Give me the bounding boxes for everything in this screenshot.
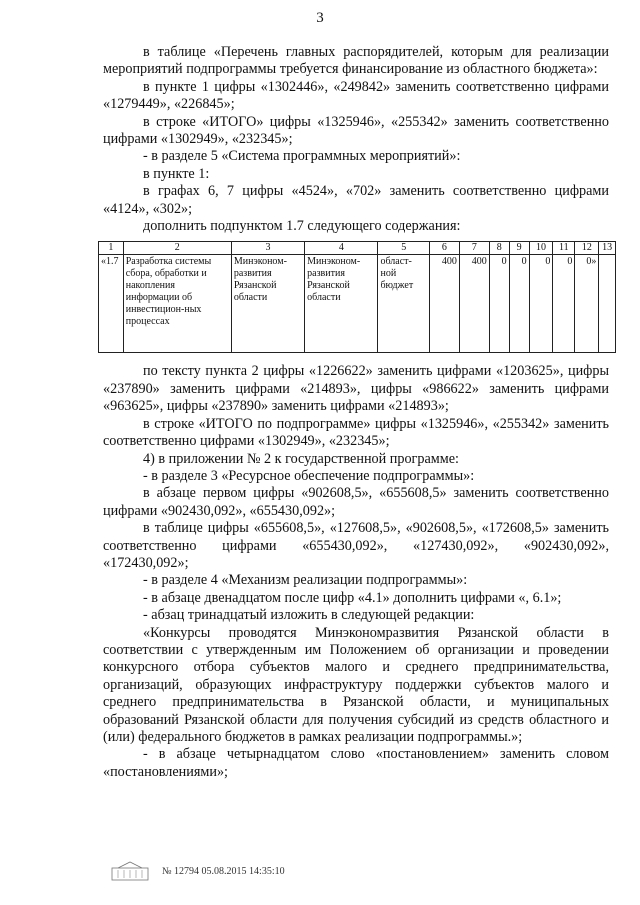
cell-text: Разработка системы сбора, обработки и накопления информации об инвестицион-ных процессах [125,256,212,328]
paragraph: - в абзаце четырнадцатом слово «постановлением» заменить словом «постановлениями»; [103,746,609,780]
cell-text: 0 [501,256,507,268]
subprogram-table [98,241,616,353]
cell-text: област-ной бюджет [380,256,414,292]
cell-text: «1.7 [101,256,119,268]
paragraphs-after-table [103,363,609,781]
table-cell [305,255,378,353]
paragraph: - в разделе 5 «Система программных мероприятий»: [143,148,461,165]
paragraph: в пункте 1 цифры «1302446», «249842» заменить соответственно цифрами «1279449», «226845»; [103,78,609,113]
table-cell [553,255,575,353]
cell-text: 0 [521,256,527,268]
cell-text: Минэконом-развития Рязанской области [307,256,361,304]
table-header-cell: 5 [378,242,429,255]
table-cell [123,255,231,353]
cell-text: Минэконом-развития Рязанской области [233,256,287,304]
table-cell [529,255,553,353]
building-stamp-icon [110,860,150,882]
paragraph: в таблице «Перечень главных распорядителей, которым для реализации мероприятий подпрограммы требуется финансирование из областного бюджета»: [103,44,609,78]
paragraph: дополнить подпунктом 1.7 следующего содержания: [143,218,461,235]
table-header-row [99,242,616,255]
paragraph: 4) в приложении № 2 к государственной программе: [143,450,459,467]
paragraph: в строке «ИТОГО по подпрограмме» цифры «1325946», «255342» заменить соответственно цифрами «1302949», «232345»; [103,415,609,450]
table-header-cell: 2 [123,242,231,255]
paragraphs-before-table [103,44,609,235]
table-cell [378,255,429,353]
paragraph: в графах 6, 7 цифры «4524», «702» заменить соответственно цифрами «4124», «302»; [103,183,609,217]
table-cell [599,255,616,353]
table-cell [489,255,509,353]
registration-stamp-text: № 12794 05.08.2015 14:35:10 [162,865,285,877]
table-header-cell: 8 [489,242,509,255]
table-row [99,255,616,353]
table-cell [509,255,529,353]
table-header-cell: 1 [99,242,124,255]
document-body [101,44,613,781]
table-cell [429,255,459,353]
table-header-cell: 9 [509,242,529,255]
table-header-cell: 11 [553,242,575,255]
registration-footer [110,860,285,882]
paragraph: в строке «ИТОГО» цифры «1325946», «255342» заменить соответственно цифрами «1302949», «232345»; [103,113,609,148]
table-header-cell: 10 [529,242,553,255]
table-header-cell: 6 [429,242,459,255]
paragraph: - в абзаце двенадцатом после цифр «4.1» дополнить цифрами «, 6.1»; [143,589,562,606]
cell-text: 0 [545,256,551,268]
table-header-cell: 12 [575,242,599,255]
table-header-cell: 7 [459,242,489,255]
cell-text: 400 [441,256,457,268]
page-number: 3 [316,10,324,26]
paragraph: - абзац тринадцатый изложить в следующей редакции: [143,607,475,624]
table-cell [99,255,124,353]
table-header-cell: 4 [305,242,378,255]
paragraph: по тексту пункта 2 цифры «1226622» заменить цифрами «1203625», цифры «237890» заменить цифрами «214893», цифры «986622» заменить цифрами «963625», цифры «237890» заменить цифрами «214893»; [103,363,609,415]
cell-text: 400 [471,256,487,268]
paragraph: «Конкурсы проводятся Минэкономразвития Рязанской области в соответствии с утвержденным им Положением об организации и проведении конкурсного отбора субъектов малого и среднего предпринимательства, организаций, образующих инфраструктуру поддержки субъектов малого и среднего предпринимательства в Рязанской области, и муниципальных образований Рязанской области для получения субсидий из средств областного и (или) федерального бюджетов в рамках реализации подпрограммы.»; [103,624,609,745]
table-header-cell: 13 [599,242,616,255]
table-cell [231,255,304,353]
table-header-cell: 3 [231,242,304,255]
paragraph: в абзаце первом цифры «902608,5», «655608,5» заменить соответственно цифрами «902430,092», «655430,092»; [103,485,609,519]
paragraph: в таблице цифры «655608,5», «127608,5», «902608,5», «172608,5» заменить соответственно цифрами «655430,092», «127430,092», «902430,092», «172430,092»; [103,520,609,571]
paragraph: в пункте 1: [143,165,210,182]
table-cell [575,255,599,353]
cell-text: 0» [586,256,597,268]
paragraph: - в разделе 3 «Ресурсное обеспечение подпрограммы»: [143,467,475,484]
paragraph: - в разделе 4 «Механизм реализации подпрограммы»: [143,572,468,589]
table-cell [459,255,489,353]
cell-text: 0 [567,256,573,268]
